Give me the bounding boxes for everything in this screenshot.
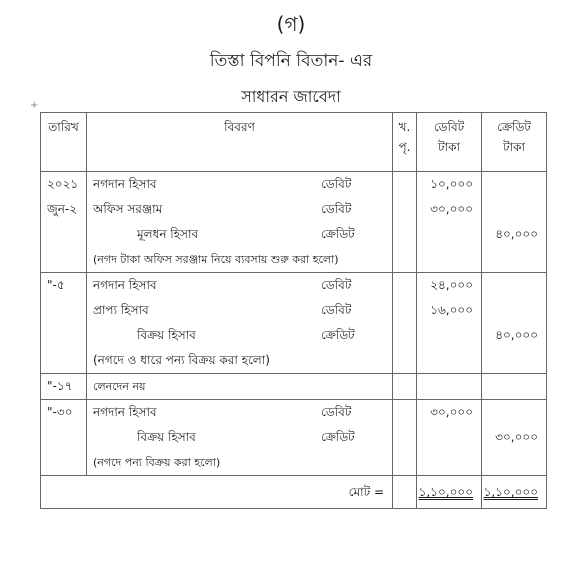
col-credit-1: ক্রেডিট [497, 120, 531, 134]
col-credit [482, 113, 547, 172]
narration: (নগদে পন্য বিক্রয় করা হলো) [93, 456, 221, 469]
col-lf-2: পৃ. [398, 140, 411, 154]
credit-amount: ৩০,০০০ [495, 430, 538, 444]
debit-amount [417, 222, 473, 247]
entry-debit [417, 374, 482, 400]
header-row [41, 113, 547, 172]
journal-table [40, 112, 547, 509]
col-particulars: বিবরণ [87, 113, 393, 172]
account-line [93, 323, 392, 348]
entry-date [41, 273, 87, 374]
debit-amount: ৩০,০০০ [430, 202, 473, 216]
entry-date [41, 172, 87, 273]
credit-amount [482, 197, 538, 222]
account-line [93, 222, 392, 247]
entry-credit [482, 400, 547, 476]
col-debit-2: টাকা [438, 140, 460, 154]
dr-cr: ক্রেডিট [321, 430, 355, 444]
debit-amount: ১০,০০০ [430, 177, 473, 191]
date-line: ২০২১ [47, 177, 79, 191]
account-line [93, 172, 392, 197]
account-name: নগদান হিসাব [93, 405, 157, 419]
dr-cr: ক্রেডিট [321, 328, 355, 342]
dr-cr: ডেবিট [321, 202, 352, 216]
dr-cr: ডেবিট [321, 177, 352, 191]
entry-lf [393, 400, 417, 476]
dr-cr: ক্রেডিট [321, 227, 355, 241]
credit-amount [482, 298, 538, 323]
credit-amount [482, 400, 538, 425]
entry-lf [393, 273, 417, 374]
entry-lf [393, 374, 417, 400]
total-lf [393, 476, 417, 509]
account-name: নগদান হিসাব [93, 177, 157, 191]
debit-amount [417, 323, 473, 348]
no-transaction-note: লেনদেন নয় [93, 380, 146, 393]
entry-date [41, 374, 87, 400]
debit-amount: ৩০,০০০ [430, 405, 473, 419]
debit-amount: ১৬,০০০ [430, 303, 473, 317]
dr-cr: ডেবিট [321, 303, 352, 317]
entry-credit [482, 273, 547, 374]
date-line: "-৩০ [47, 405, 73, 419]
total-row [41, 476, 547, 509]
account-name: বিক্রয় হিসাব [137, 328, 196, 342]
entry-debit [417, 172, 482, 273]
entry-particulars [87, 400, 393, 476]
account-name: মূলধন হিসাব [137, 227, 199, 241]
account-name: নগদান হিসাব [93, 278, 157, 292]
account-line [93, 400, 392, 425]
entry-lf [393, 172, 417, 273]
account-line [93, 197, 392, 222]
col-debit-1: ডেবিট [433, 120, 465, 134]
credit-amount [482, 273, 538, 298]
col-lf [393, 113, 417, 172]
narration: (নগদে ও ধারে পন্য বিক্রয় করা হলো) [93, 353, 270, 367]
total-credit [482, 476, 547, 509]
total-debit-value: ১,১০,০০০ [418, 485, 473, 499]
entry-particulars [87, 172, 393, 273]
date-line: "-৫ [47, 278, 65, 292]
account-line [93, 273, 392, 298]
corner-mark: + [30, 100, 39, 111]
credit-amount [482, 172, 538, 197]
entry-row [41, 400, 547, 476]
date-line: জুন-২ [47, 202, 78, 216]
account-name: প্রাপ্য হিসাব [93, 303, 149, 317]
entry-debit [417, 400, 482, 476]
page-subtitle: সাধারন জাবেদা [241, 87, 341, 106]
debit-amount [417, 425, 473, 450]
col-date: তারিখ [41, 113, 87, 172]
dr-cr: ডেবিট [321, 405, 352, 419]
account-name: অফিস সরঞ্জাম [93, 202, 163, 216]
account-line [93, 298, 392, 323]
dr-cr: ডেবিট [321, 278, 352, 292]
col-credit-2: টাকা [503, 140, 525, 154]
entry-row [41, 273, 547, 374]
account-name: বিক্রয় হিসাব [137, 430, 196, 444]
entry-particulars [87, 273, 393, 374]
narration: (নগদ টাকা অফিস সরঞ্জাম নিয়ে ব্যবসায় শুরু করা হলো) [93, 253, 339, 266]
entry-particulars [87, 374, 393, 400]
entry-credit [482, 374, 547, 400]
total-debit [417, 476, 482, 509]
credit-amount: ৪০,০০০ [495, 227, 538, 241]
total-label: মোট = [41, 476, 393, 509]
col-debit [417, 113, 482, 172]
entry-row [41, 172, 547, 273]
entry-credit [482, 172, 547, 273]
credit-amount: ৪০,০০০ [495, 328, 538, 342]
page-title: তিস্তা বিপনি বিতান- এর [209, 51, 373, 71]
entry-row [41, 374, 547, 400]
section-mark: (গ) [276, 12, 306, 36]
debit-amount: ২৪,০০০ [430, 278, 473, 292]
total-credit-value: ১,১০,০০০ [483, 485, 538, 499]
date-line: "-১৭ [47, 379, 73, 393]
entry-debit [417, 273, 482, 374]
col-lf-1: খ. [398, 120, 411, 134]
entry-date [41, 400, 87, 476]
account-line [93, 425, 392, 450]
